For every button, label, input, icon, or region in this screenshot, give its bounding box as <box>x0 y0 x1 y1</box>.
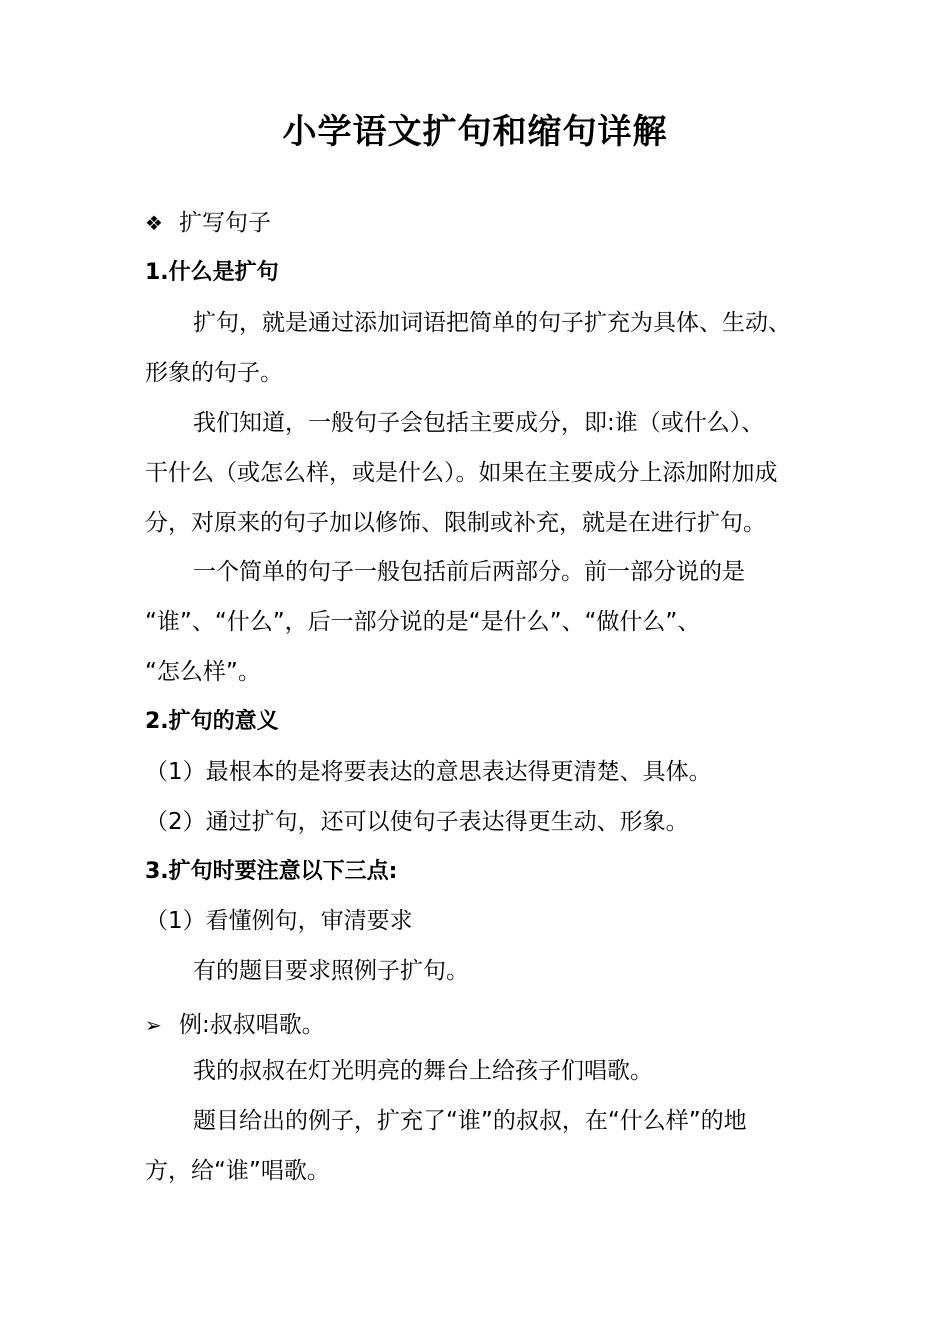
list-item: （1）看懂例句，审清要求 <box>145 908 413 934</box>
paragraph-line: 分，对原来的句子加以修饰、限制或补充，就是在进行扩句。 <box>145 510 766 536</box>
paragraph-line: 扩句，就是通过添加词语把简单的句子扩充为具体、生动、 <box>193 310 791 336</box>
list-item: （2）通过扩句，还可以使句子表达得更生动、形象。 <box>145 809 689 835</box>
paragraph-line: 方，给“谁”唱歌。 <box>145 1158 330 1184</box>
paragraph-line: 我的叔叔在灯光明亮的舞台上给孩子们唱歌。 <box>193 1058 653 1084</box>
paragraph-line: “谁”、“什么”，后一部分说的是“是什么”、“做什么”、 <box>145 609 701 635</box>
heading-meaning: 2.扩句的意义 <box>145 709 279 734</box>
list-item: （1）最根本的是将要表达的意思表达得更清楚、具体。 <box>145 759 712 785</box>
paragraph-line: 干什么（或怎么样，或是什么）。如果在主要成分上添加附加成 <box>145 460 778 486</box>
paragraph-line: 题目给出的例子，扩充了“谁”的叔叔，在“什么样”的地 <box>193 1108 747 1134</box>
paragraph-line: 形象的句子。 <box>145 360 283 386</box>
heading-what-is-expansion: 1.什么是扩句 <box>145 260 279 285</box>
section-heading <box>145 206 271 240</box>
paragraph-line: “怎么样”。 <box>145 659 261 685</box>
paragraph-line: 一个简单的句子一般包括前后两部分。前一部分说的是 <box>193 559 745 585</box>
paragraph-line: 我们知道，一般句子会包括主要成分，即:谁（或什么）、 <box>193 410 765 436</box>
paragraph-line: 有的题目要求照例子扩句。 <box>193 958 469 984</box>
example-text: 例:叔叔唱歌。 <box>179 1012 325 1038</box>
diamond-bullet-icon: ❖ <box>145 211 163 235</box>
section-heading-text: 扩写句子 <box>179 210 271 236</box>
page-title: 小学语文扩句和缩句详解 <box>282 112 668 152</box>
heading-three-points: 3.扩句时要注意以下三点: <box>145 859 398 884</box>
arrow-bullet-icon: ➢ <box>145 1013 162 1037</box>
example-heading <box>145 1008 325 1042</box>
